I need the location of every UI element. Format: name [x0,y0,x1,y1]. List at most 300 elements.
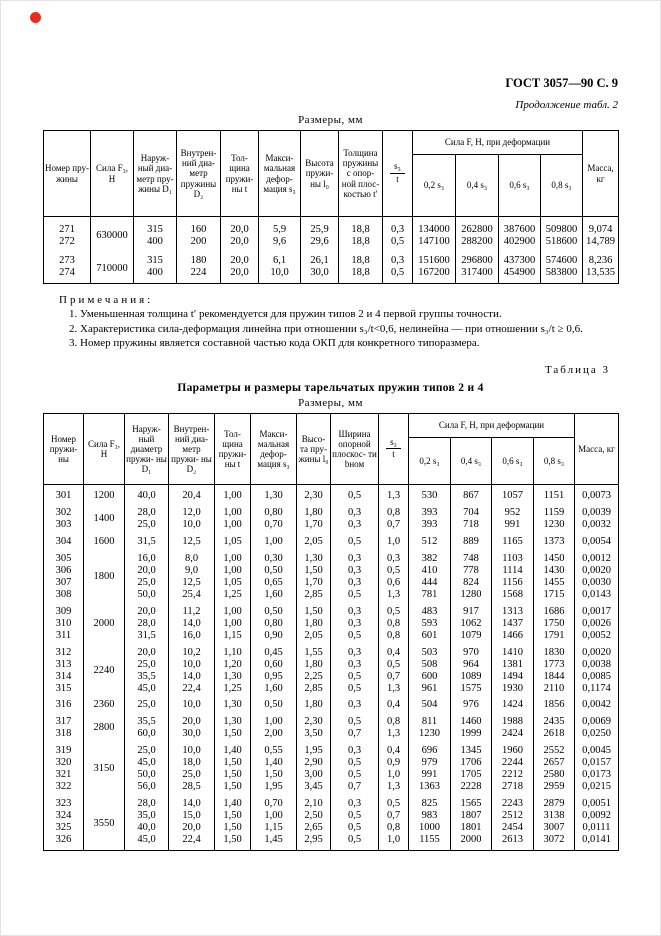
spring-row [44,757,619,769]
value-cell: 0,0020 [575,642,619,659]
spring-number-cell: 318 [44,728,84,740]
value-cell: 1575 [451,683,492,695]
force-f3-cell: 2000 [84,601,125,642]
value-cell: 976 [451,694,492,711]
value-cell: 50,0 [125,589,169,601]
value-cell: 0,80 [251,502,297,519]
value-cell: 1057 [492,484,534,501]
value-cell: 20,0 [125,601,169,618]
spring-number-cell: 326 [44,834,84,850]
value-cell: 983 [409,810,451,822]
value-cell: 1410 [492,642,534,659]
col-header-height: Высо- та пру- жины l₀ [297,413,331,484]
value-cell: 0,4 [379,642,409,659]
value-cell: 3,45 [297,781,331,793]
value-cell: 1,0 [379,769,409,781]
value-cell: 2,05 [297,531,331,548]
spring-number-cell: 302 [44,502,84,519]
value-cell: 508 [409,659,451,671]
col-header-08s3: 0,8 s₃ [541,155,583,217]
value-cell: 13,535 [583,267,619,283]
spring-number-cell: 321 [44,769,84,781]
notes-title: Примечания: [59,293,154,306]
value-cell: 31,5 [125,531,169,548]
value-cell: 1,00 [251,531,297,548]
spring-row [44,577,619,589]
value-cell: 10,0 [169,740,215,757]
value-cell: 2212 [492,769,534,781]
value-cell: 2879 [534,793,575,810]
spring-number-cell: 323 [44,793,84,810]
value-cell: 867 [451,484,492,501]
col-header-02s3: 0,2 s₃ [409,437,451,484]
value-cell: 1,50 [215,822,251,834]
value-cell: 1,80 [297,659,331,671]
value-cell: 16,0 [169,630,215,642]
value-cell: 1466 [492,630,534,642]
value-cell: 200 [177,236,221,248]
spring-number-cell: 274 [44,267,91,283]
value-cell: 2,25 [297,671,331,683]
col-header-outer-diameter: Наруж- ный диа- метр пру- жины D₁ [134,131,177,217]
spring-row [44,793,619,810]
value-cell: 2243 [492,793,534,810]
value-cell: 1280 [451,589,492,601]
value-cell: 0,8 [379,822,409,834]
value-cell: 1,20 [215,659,251,671]
value-cell: 1062 [451,618,492,630]
spring-number-cell: 301 [44,484,84,501]
note-item-2: 2. Характеристика сила-деформация линейна при отношении s₃/t<0,6, нелинейна — при отношении s₃/t ≥ 0,6. [69,322,583,335]
value-cell: 2,65 [297,822,331,834]
spring-number-cell: 272 [44,236,91,248]
value-cell: 696 [409,740,451,757]
fraction-denominator: t [392,449,395,460]
value-cell: 40,0 [125,822,169,834]
value-cell: 0,65 [251,577,297,589]
value-cell: 2618 [534,728,575,740]
value-cell: 25,0 [125,659,169,671]
value-cell: 437300 [499,248,541,267]
value-cell: 28,0 [125,618,169,630]
value-cell: 1381 [492,659,534,671]
value-cell: 1,30 [215,671,251,683]
value-cell: 1,60 [251,683,297,695]
value-cell: 2959 [534,781,575,793]
force-f3-cell: 2240 [84,642,125,695]
value-cell: 2000 [451,834,492,850]
value-cell: 2,00 [251,728,297,740]
spring-row [44,248,619,267]
col-header-06s3: 0,6 s₃ [499,155,541,217]
value-cell: 0,3 [331,601,379,618]
col-header-04s3: 0,4 s₃ [456,155,499,217]
value-cell: 1930 [492,683,534,695]
value-cell: 31,5 [125,630,169,642]
value-cell: 1,50 [251,769,297,781]
spring-number-cell: 313 [44,659,84,671]
value-cell: 0,45 [251,642,297,659]
value-cell: 0,5 [331,630,379,642]
value-cell: 20,0 [169,822,215,834]
value-cell: 45,0 [125,683,169,695]
value-cell: 0,0052 [575,630,619,642]
value-cell: 40,0 [125,484,169,501]
value-cell: 0,7 [379,671,409,683]
spring-number-cell: 322 [44,781,84,793]
spring-row [44,711,619,728]
value-cell: 718 [451,519,492,531]
value-cell: 2580 [534,769,575,781]
spring-row [44,781,619,793]
value-cell: 1151 [534,484,575,501]
spring-row [44,683,619,695]
value-cell: 387600 [499,217,541,236]
value-cell: 25,0 [125,577,169,589]
value-cell: 9,6 [259,236,301,248]
value-cell: 25,0 [125,519,169,531]
value-cell: 382 [409,548,451,565]
value-cell: 1,30 [251,484,297,501]
s3-over-t-fraction [390,162,405,185]
value-cell: 1,50 [215,769,251,781]
value-cell: 0,5 [331,834,379,850]
col-header-force-f3: Сила F₃, Н [91,131,134,217]
value-cell: 1373 [534,531,575,548]
value-cell: 12,5 [169,577,215,589]
table3-header [44,413,619,484]
spring-number-cell: 271 [44,217,91,236]
spring-row [44,531,619,548]
value-cell: 9,0 [169,565,215,577]
spring-number-cell: 315 [44,683,84,695]
value-cell: 0,70 [251,793,297,810]
col-header-support-plane-thickness: Толщина пружины с опор- ной плос- костью t′ [339,131,383,217]
value-cell: 1,00 [215,618,251,630]
value-cell: 1159 [534,502,575,519]
value-cell: 1,00 [215,548,251,565]
value-cell: 503 [409,642,451,659]
value-cell: 1844 [534,671,575,683]
col-header-inner-diameter: Внутрен- ний диа- метр пружины D₂ [177,131,221,217]
spring-row [44,601,619,618]
value-cell: 25,0 [125,740,169,757]
col-header-s3-t-ratio [383,131,413,217]
col-header-thickness: Тол- щина пружи- ны t [221,131,259,217]
value-cell: 1,95 [297,740,331,757]
col-header-spring-number: Номер пру- жины [44,131,91,217]
value-cell: 0,0141 [575,834,619,850]
value-cell: 0,7 [331,728,379,740]
force-f3-cell: 2360 [84,694,125,711]
value-cell: 0,5 [383,267,413,283]
force-f3-cell: 1800 [84,548,125,601]
value-cell: 0,6 [379,577,409,589]
value-cell: 1,50 [297,601,331,618]
spring-number-cell: 312 [44,642,84,659]
value-cell: 0,0250 [575,728,619,740]
value-cell: 1,30 [215,711,251,728]
value-cell: 14,0 [169,793,215,810]
value-cell: 889 [451,531,492,548]
col-header-02s3: 0,2 s₃ [413,155,456,217]
table3-title: Параметры и размеры тарельчатых пружин типов 2 и 4 [177,381,484,394]
value-cell: 1,15 [251,822,297,834]
value-cell: 1,15 [215,630,251,642]
table3-disc-springs-types-2-4 [43,413,619,851]
value-cell: 1,00 [215,502,251,519]
spring-row [44,548,619,565]
value-cell: 0,0017 [575,601,619,618]
value-cell: 2,90 [297,757,331,769]
value-cell: 1988 [492,711,534,728]
value-cell: 1,55 [297,642,331,659]
value-cell: 530 [409,484,451,501]
value-cell: 317400 [456,267,499,283]
value-cell: 1960 [492,740,534,757]
value-cell: 0,3 [331,502,379,519]
spring-row [44,740,619,757]
value-cell: 2454 [492,822,534,834]
value-cell: 10,0 [259,267,301,283]
value-cell: 315 [134,217,177,236]
table2-continuation-caption: Продолжение табл. 2 [515,99,618,111]
value-cell: 1,50 [215,834,251,850]
value-cell: 1,00 [215,484,251,501]
value-cell: 45,0 [125,834,169,850]
spring-row [44,671,619,683]
value-cell: 1,80 [297,502,331,519]
force-f3-cell: 710000 [91,248,134,283]
force-f3-cell: 3550 [84,793,125,850]
spring-number-cell: 314 [44,671,84,683]
value-cell: 0,0073 [575,484,619,501]
value-cell: 1750 [534,618,575,630]
value-cell: 0,3 [331,793,379,810]
value-cell: 2718 [492,781,534,793]
value-cell: 402900 [499,236,541,248]
spring-number-cell: 316 [44,694,84,711]
value-cell: 1,25 [215,589,251,601]
value-cell: 1706 [451,757,492,769]
value-cell: 15,0 [169,810,215,822]
value-cell: 0,0054 [575,531,619,548]
spring-number-cell: 308 [44,589,84,601]
red-marker-icon [30,12,41,23]
value-cell: 0,0215 [575,781,619,793]
value-cell: 1455 [534,577,575,589]
value-cell: 0,3 [331,548,379,565]
value-cell: 444 [409,577,451,589]
value-cell: 14,0 [169,618,215,630]
value-cell: 3072 [534,834,575,850]
value-cell: 1,70 [297,519,331,531]
value-cell: 1230 [534,519,575,531]
spring-number-cell: 320 [44,757,84,769]
spring-row [44,484,619,501]
value-cell: 1424 [492,694,534,711]
value-cell: 10,2 [169,642,215,659]
value-cell: 0,7 [379,810,409,822]
spring-row [44,659,619,671]
value-cell: 0,0173 [575,769,619,781]
force-f3-cell: 1400 [84,502,125,531]
col-header-force-f3: Сила F₃, Н [84,413,125,484]
fraction-denominator: t [396,174,399,184]
value-cell: 1363 [409,781,451,793]
value-cell: 0,5 [331,683,379,695]
spring-row [44,589,619,601]
value-cell: 1,50 [215,728,251,740]
value-cell: 0,70 [251,519,297,531]
value-cell: 18,8 [339,236,383,248]
value-cell: 1156 [492,577,534,589]
value-cell: 1,10 [215,642,251,659]
spring-row [44,217,619,236]
value-cell: 0,5 [331,531,379,548]
table2-body [44,217,619,284]
value-cell: 35,0 [125,810,169,822]
value-cell: 0,7 [379,519,409,531]
value-cell: 30,0 [169,728,215,740]
value-cell: 18,8 [339,248,383,267]
value-cell: 0,95 [251,671,297,683]
value-cell: 30,0 [301,267,339,283]
value-cell: 1807 [451,810,492,822]
table3-caption: Таблица 3 [544,363,610,376]
col-header-force-at-deformation-band: Сила F, Н, при деформации [413,131,583,155]
value-cell: 512 [409,531,451,548]
value-cell: 393 [409,502,451,519]
col-header-spring-number: Номер пружи- ны [44,413,84,484]
value-cell: 0,5 [331,711,379,728]
value-cell: 1568 [492,589,534,601]
value-cell: 1494 [492,671,534,683]
value-cell: 1,0 [379,834,409,850]
value-cell: 1791 [534,630,575,642]
value-cell: 3007 [534,822,575,834]
value-cell: 991 [492,519,534,531]
value-cell: 1079 [451,630,492,642]
force-f3-cell: 630000 [91,217,134,248]
value-cell: 0,3 [331,642,379,659]
spring-row [44,618,619,630]
force-f3-cell: 1200 [84,484,125,501]
value-cell: 0,50 [251,565,297,577]
value-cell: 22,4 [169,834,215,850]
table3-body [44,484,619,850]
spring-row [44,630,619,642]
value-cell: 1830 [534,642,575,659]
force-f3-cell: 2800 [84,711,125,740]
value-cell: 2110 [534,683,575,695]
spring-number-cell: 311 [44,630,84,642]
value-cell: 0,0069 [575,711,619,728]
force-f3-cell: 1600 [84,531,125,548]
col-header-mass: Масса, кг [575,413,619,484]
value-cell: 0,55 [251,740,297,757]
value-cell: 3138 [534,810,575,822]
value-cell: 1430 [534,565,575,577]
value-cell: 1,50 [215,810,251,822]
value-cell: 964 [451,659,492,671]
value-cell: 483 [409,601,451,618]
value-cell: 0,0042 [575,694,619,711]
value-cell: 26,1 [301,248,339,267]
value-cell: 1565 [451,793,492,810]
col-header-mass: Масса, кг [583,131,619,217]
value-cell: 0,3 [331,659,379,671]
value-cell: 748 [451,548,492,565]
value-cell: 0,0092 [575,810,619,822]
value-cell: 2,95 [297,834,331,850]
value-cell: 1345 [451,740,492,757]
value-cell: 2,10 [297,793,331,810]
value-cell: 979 [409,757,451,769]
fraction-numerator: s₃ [386,438,401,450]
value-cell: 12,5 [169,531,215,548]
value-cell: 0,3 [331,519,379,531]
value-cell: 28,5 [169,781,215,793]
note-item-3: 3. Номер пружины является составной частью кода ОКП для конкретного типоразмера. [69,337,480,350]
value-cell: 2,50 [297,810,331,822]
value-cell: 1,0 [379,531,409,548]
value-cell: 1,3 [379,781,409,793]
spring-row [44,810,619,822]
spring-number-cell: 324 [44,810,84,822]
value-cell: 1114 [492,565,534,577]
value-cell: 0,5 [331,769,379,781]
value-cell: 29,6 [301,236,339,248]
spring-number-cell: 273 [44,248,91,267]
value-cell: 400 [134,267,177,283]
force-f3-cell: 3150 [84,740,125,793]
value-cell: 811 [409,711,451,728]
value-cell: 0,80 [251,618,297,630]
value-cell: 0,0045 [575,740,619,757]
value-cell: 1,40 [215,793,251,810]
notes-section [43,293,618,351]
value-cell: 20,0 [221,217,259,236]
value-cell: 1437 [492,618,534,630]
value-cell: 1313 [492,601,534,618]
value-cell: 1,00 [215,601,251,618]
value-cell: 0,3 [379,548,409,565]
spring-number-cell: 304 [44,531,84,548]
spring-row [44,834,619,850]
value-cell: 0,3 [331,577,379,589]
value-cell: 0,8 [379,711,409,728]
value-cell: 60,0 [125,728,169,740]
value-cell: 1,70 [297,577,331,589]
value-cell: 11,2 [169,601,215,618]
value-cell: 20,4 [169,484,215,501]
value-cell: 10,0 [169,694,215,711]
value-cell: 14,789 [583,236,619,248]
table3-sizes-label: Размеры, мм [298,396,363,409]
value-cell: 8,0 [169,548,215,565]
value-cell: 0,9 [379,757,409,769]
value-cell: 1,05 [215,577,251,589]
value-cell: 18,0 [169,757,215,769]
value-cell: 1,00 [215,519,251,531]
value-cell: 10,0 [169,519,215,531]
value-cell: 0,0020 [575,565,619,577]
value-cell: 1450 [534,548,575,565]
table2-disc-springs [43,130,619,284]
value-cell: 20,0 [125,565,169,577]
value-cell: 504 [409,694,451,711]
